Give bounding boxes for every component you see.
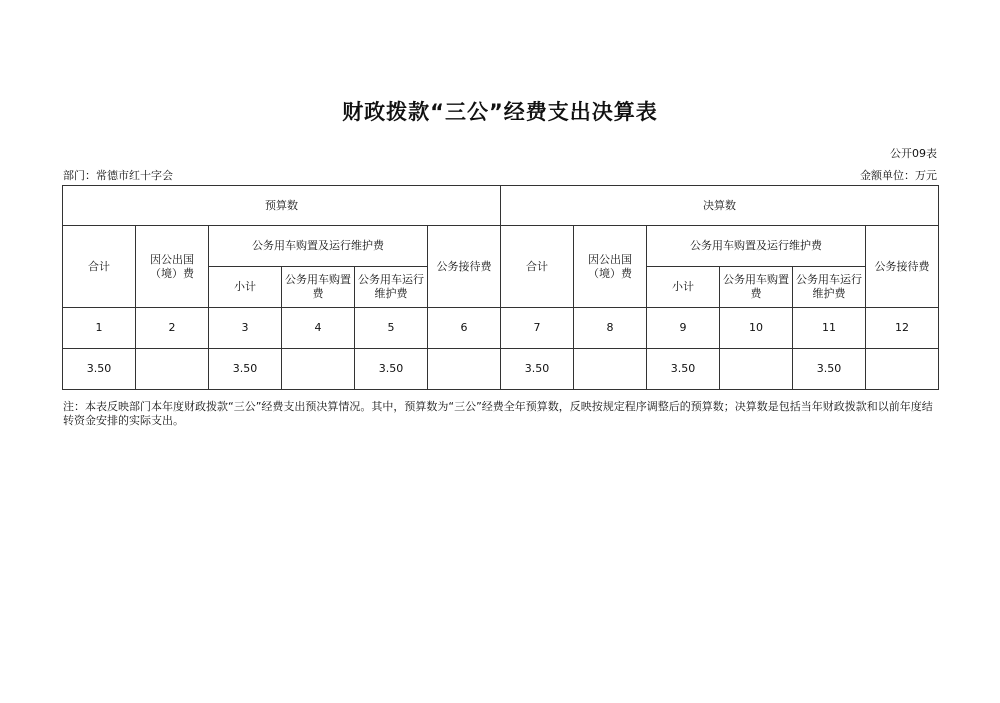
header-total: 合计 (63, 226, 136, 308)
header-vehicle-group: 公务用车购置及运行维护费 (209, 226, 428, 267)
data-cell (720, 349, 793, 390)
expense-table (62, 185, 939, 390)
column-number: 11 (793, 308, 866, 349)
data-cell: 3.50 (63, 349, 136, 390)
header-vehicle-purchase: 公务用车购置费 (720, 267, 793, 308)
data-row (63, 349, 939, 390)
department-label: 部门： (63, 169, 96, 182)
header-subtotal: 小计 (209, 267, 282, 308)
column-number: 12 (866, 308, 939, 349)
header-subtotal: 小计 (647, 267, 720, 308)
header-vehicle-operation: 公务用车运行维护费 (355, 267, 428, 308)
column-number: 7 (501, 308, 574, 349)
column-number: 5 (355, 308, 428, 349)
header-vehicle-purchase: 公务用车购置费 (282, 267, 355, 308)
group-header-row (63, 186, 939, 226)
unit-value: 万元 (915, 169, 937, 182)
data-cell: 3.50 (355, 349, 428, 390)
column-number: 6 (428, 308, 501, 349)
header-vehicle-operation: 公务用车运行维护费 (793, 267, 866, 308)
column-number: 8 (574, 308, 647, 349)
header-reception: 公务接待费 (428, 226, 501, 308)
column-number: 3 (209, 308, 282, 349)
group-budget: 预算数 (63, 186, 501, 226)
unit-info (860, 167, 937, 183)
column-number: 1 (63, 308, 136, 349)
header-reception: 公务接待费 (866, 226, 939, 308)
data-cell: 3.50 (647, 349, 720, 390)
column-number: 2 (136, 308, 209, 349)
data-cell (282, 349, 355, 390)
header-travel-abroad: 因公出国（境）费 (574, 226, 647, 308)
data-cell: 3.50 (209, 349, 282, 390)
data-cell: 3.50 (501, 349, 574, 390)
data-cell (136, 349, 209, 390)
page-title: 财政拨款“三公”经费支出决算表 (342, 100, 658, 124)
column-number-row (63, 308, 939, 349)
group-final: 决算数 (501, 186, 939, 226)
header-total: 合计 (501, 226, 574, 308)
department-value: 常德市红十字会 (96, 169, 173, 182)
unit-label: 金额单位： (860, 169, 915, 182)
column-number: 4 (282, 308, 355, 349)
data-cell (428, 349, 501, 390)
column-number: 10 (720, 308, 793, 349)
data-cell (574, 349, 647, 390)
form-code: 公开09表 (890, 147, 937, 160)
header-row-1 (63, 226, 939, 267)
data-cell: 3.50 (793, 349, 866, 390)
header-travel-abroad: 因公出国（境）费 (136, 226, 209, 308)
footnote: 注：本表反映部门本年度财政拨款“三公”经费支出预决算情况。其中，预算数为“三公”经费全年预算数，反映按规定程序调整后的预算数；决算数是包括当年财政拨款和以前年度结转资金安排的实际支出。 (63, 400, 933, 427)
department-info (63, 167, 173, 183)
header-vehicle-group: 公务用车购置及运行维护费 (647, 226, 866, 267)
data-cell (866, 349, 939, 390)
column-number: 9 (647, 308, 720, 349)
